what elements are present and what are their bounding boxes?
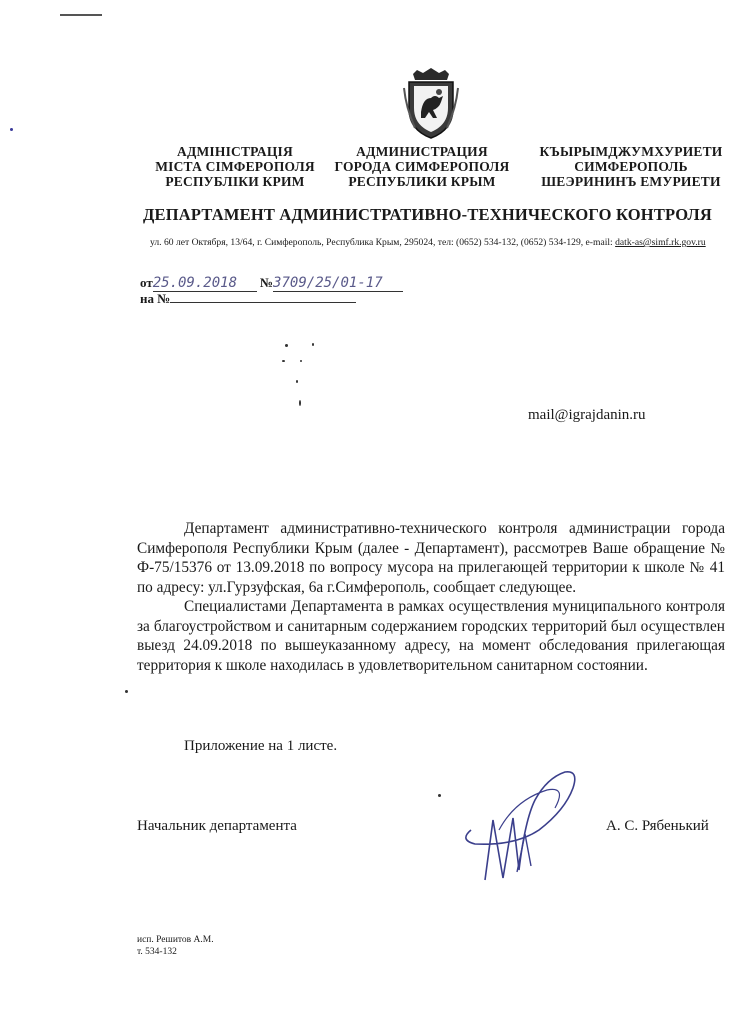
executor-info xyxy=(137,934,214,958)
header-crt-line: ШЕЭРИНИНЪ ЕМУРИЕТИ xyxy=(541,174,721,189)
signatory-title: Начальник департамента xyxy=(137,818,297,834)
department-email-link[interactable]: datk-as@simf.rk.gov.ru xyxy=(615,237,706,248)
scan-speck xyxy=(282,360,285,362)
registration-date: 25.09.2018 xyxy=(153,275,257,292)
address-text: ул. 60 лет Октября, 13/64, г. Симферополь, Республика Крым, 295024, тел: (0652) 534-132, (0652) 534-129, e-mail: xyxy=(150,237,616,248)
scan-speck xyxy=(299,400,301,406)
executor-name: исп. Решитов А.М. xyxy=(137,935,214,945)
scan-speck xyxy=(300,360,302,362)
body-paragraph: Специалистами Департамента в рамках осуществления муниципального контроля за благоустройством и санитарным содержанием городских территорий был осуществлен выезд 24.09.2018 по вышеуказанному адресу, на момент обследования прилегающая территория к школе находилась в удовлетворительном санитарном состоянии. xyxy=(137,598,725,674)
reply-number-blank xyxy=(170,290,356,303)
header-ukr-line: РЕСПУБЛІКИ КРИМ xyxy=(165,174,305,189)
body-paragraph: Департамент административно-технического контроля администрации города Симферополя Республики Крым (далее - Департамент), рассмотрев Ваше обращение № Ф-75/15376 от 13.09.2018 по вопросу мусора на прилегающей территории к школе № 41 по адресу: ул.Гурзуфская, 6а г.Симферополь, сообщает следующее. xyxy=(137,520,725,596)
handwritten-signature-icon xyxy=(455,760,585,890)
scan-speck xyxy=(125,690,128,693)
department-address xyxy=(150,237,706,248)
attachment-note: Приложение на 1 листе. xyxy=(184,738,338,754)
scan-mark xyxy=(60,14,102,16)
header-rus-line: РЕСПУБЛИКИ КРЫМ xyxy=(348,174,496,189)
scan-speck xyxy=(312,343,314,346)
signatory-name: А. С. Рябенький xyxy=(606,818,709,834)
scan-speck xyxy=(10,128,13,131)
scan-speck xyxy=(296,380,298,383)
recipient-email: mail@igrajdanin.ru xyxy=(528,407,646,423)
scan-speck xyxy=(438,794,441,797)
header-ukr-line: АДМІНІСТРАЦІЯ xyxy=(177,144,293,159)
department-title: ДЕПАРТАМЕНТ АДМИНИСТРАТИВНО-ТЕХНИЧЕСКОГО КОНТРОЛЯ xyxy=(143,205,713,224)
reply-to-number xyxy=(140,290,356,307)
header-crt-line: КЪЫРЫМДЖУМХУРИЕТИ xyxy=(539,144,723,159)
crimea-coat-of-arms-icon xyxy=(403,68,459,140)
header-rus-line: ГОРОДА СИМФЕРОПОЛЯ xyxy=(334,159,510,174)
scan-speck xyxy=(285,344,288,347)
header-crt-line: СИМФЕРОПОЛЬ xyxy=(574,159,688,174)
date-prefix: от xyxy=(140,275,153,290)
header-crimean-tatar xyxy=(536,144,726,189)
header-ukrainian xyxy=(150,144,320,189)
header-rus-line: АДМИНИСТРАЦИЯ xyxy=(356,144,488,159)
letter-body xyxy=(137,519,725,675)
header-russian xyxy=(333,144,511,189)
executor-phone: т. 534-132 xyxy=(137,947,177,957)
header-ukr-line: МІСТА СІМФЕРОПОЛЯ xyxy=(155,159,315,174)
registration-number: 3709/25/01-17 xyxy=(273,275,403,292)
reply-prefix: на № xyxy=(140,291,171,306)
number-prefix: № xyxy=(259,275,274,290)
